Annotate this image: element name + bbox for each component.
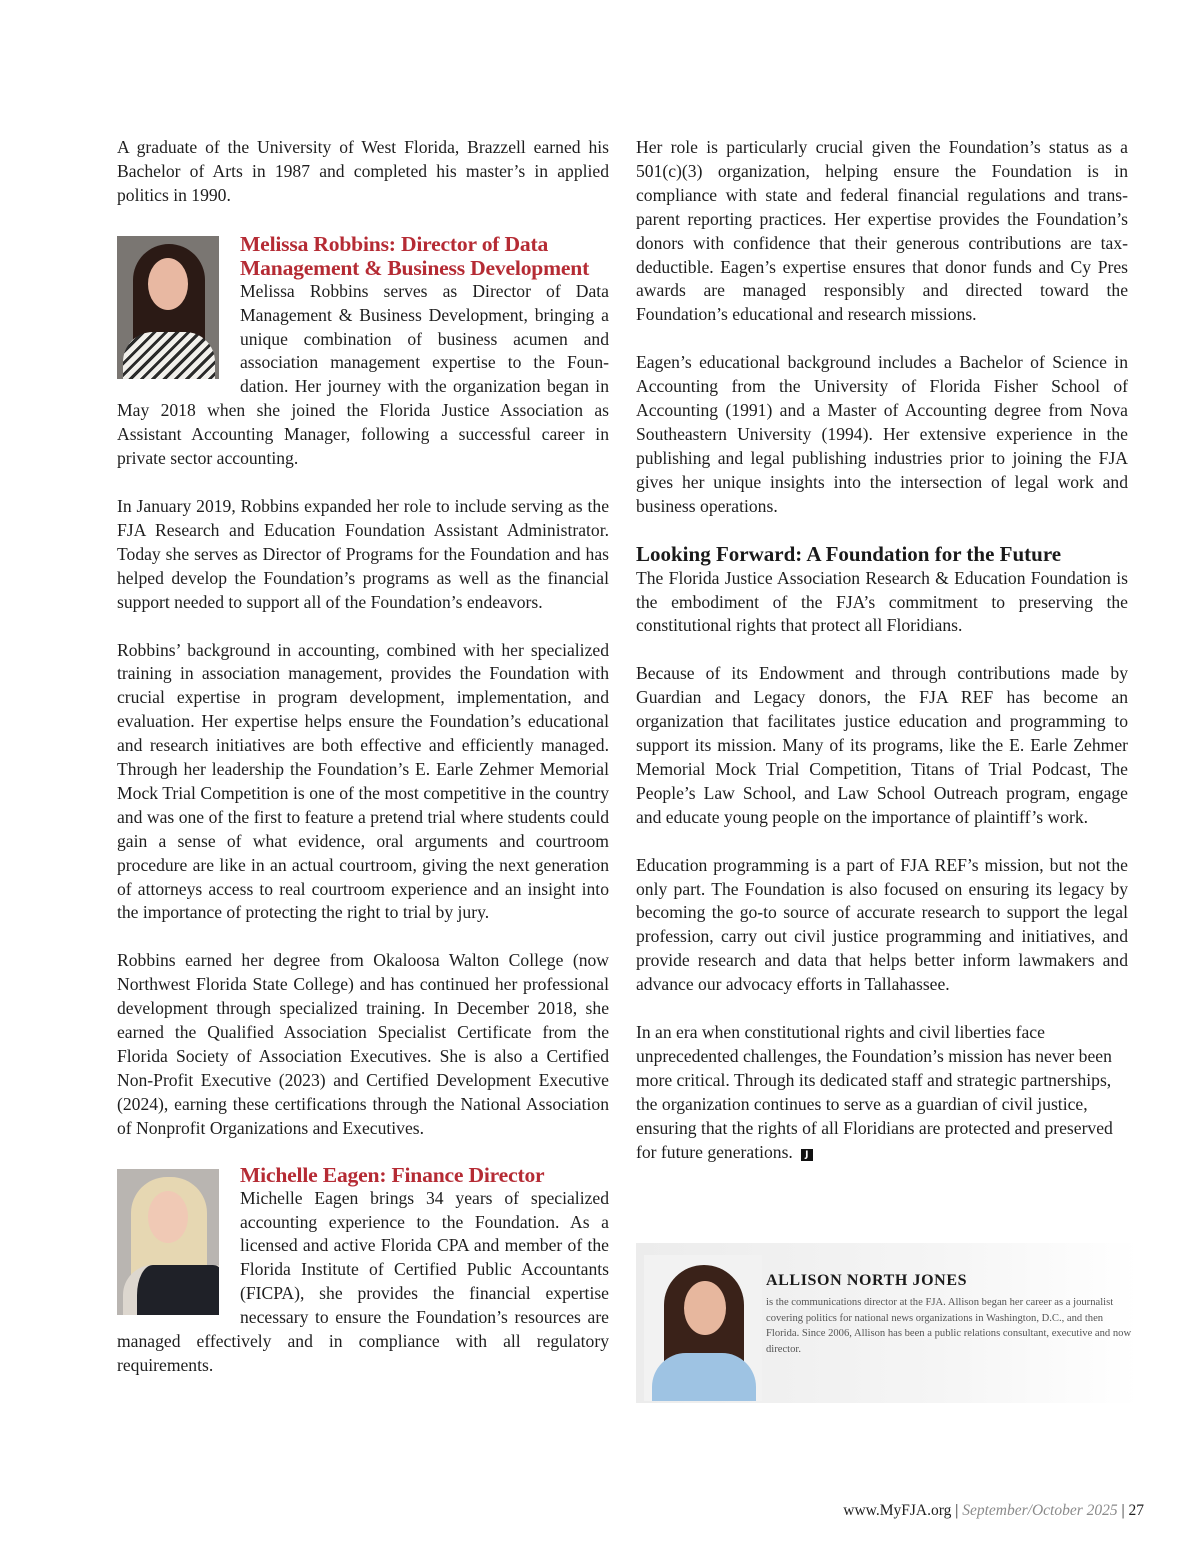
footer-site-link[interactable]: www.MyFJA.org xyxy=(843,1502,952,1519)
right-paragraph-3: The Florida Justice Association Research & Education Foundation is the embodiment of the FJA’s commitment to preserving the constitutional rights that protect all Floridians. xyxy=(636,567,1128,636)
robbins-paragraph-3: Robbins’ background in accounting, combined with her specialized training in association management, provides the Foundation with crucial expertise in program development, implementation, and evaluation. Her expertise helps ensure the Foundation’s educational and research initiatives are both effective and efficiently managed. Through her leadership the Foundation’s E. Earle Zehmer Memorial Mock Trial Competition is one of the most competitive in the country and was one of the first to feature a pretend trial where students could gain a sense of what evidence, oral arguments and courtroom procedure are like in an actual courtroom, giving the next generation of attorneys access to real courtroom experience and an insight into the importance of protecting the right to trial by jury. xyxy=(117,639,609,923)
author-name: ALLISON NORTH JONES xyxy=(766,1272,968,1289)
right-paragraph-4: Because of its Endowment and through contributions made by Guardian and Legacy donors, the FJA REF has become an organization that facilitates justice education and programming to support its mission. Many of its programs, like the E. Earle Zehmer Memorial Mock Trial Competition, Titans of Trial Podcast, The People’s Law School, and Law School Outreach program, engage and educate young people on the importance of plaintiff’s work. xyxy=(636,663,1128,827)
end-of-article-icon: J xyxy=(801,1149,813,1161)
footer-issue: September/October 2025 xyxy=(962,1502,1118,1519)
author-bio-box xyxy=(636,1243,1139,1403)
page-footer xyxy=(843,1502,1144,1520)
footer-separator: | xyxy=(1121,1502,1125,1519)
author-bio-text: is the communications director at the FJA. Allison began her career as a journalist covering politics for national news organizations in Washington, D.C., and then Florida. Since 2006, Allison has been a public relations consultant, executive and now director. xyxy=(766,1297,1132,1355)
right-paragraph-1: Her role is particularly crucial given the Foundation’s status as a 501(c)(3) organization, helping ensure the Foundation is in compliance with state and federal financial regulations and transparent reporting practices. Her expertise provides the Foundation’s donors with confidence that their generous contributions are tax-deductible. Eagen’s expertise ensures that donor funds and Cy Pres awards are managed responsibly and directed toward the Foundation’s educational and research missions. xyxy=(636,137,1128,325)
eagen-heading: Michelle Eagen: Finance Director xyxy=(240,1162,545,1187)
robbins-heading-line1: Melissa Robbins: Director of Data xyxy=(240,231,549,256)
page-number: 27 xyxy=(1128,1502,1144,1519)
eagen-paragraph-1: Michelle Eagen brings 34 years of specialized accounting experience to the Foundation. As a licensed and active Florida CPA and member of the Florida Institute of Certified Public Accountants (FICPA), she provides the financial expertise necessary to ensure the Foundation’s resources are managed effectively and in compliance with all regulatory requirements. xyxy=(117,1187,609,1375)
robbins-paragraph-4: Robbins earned her degree from Okaloosa Walton College (now Northwest Florida State College) and has continued her professional development through specialized training. In December 2018, she earned the Qualified Association Specialist Certificate from the Florida Society of Association Executives. She is also a Certified Non-Profit Executive (2023) and Certified Development Executive (2024), earning these certifications through the National Association of Nonprofit Organizations and Executives. xyxy=(117,950,609,1138)
left-column xyxy=(117,136,609,1378)
right-paragraph-6 xyxy=(636,1021,1128,1164)
eagen-photo xyxy=(117,1169,219,1315)
footer-separator: | xyxy=(955,1502,959,1519)
robbins-heading-line2: Management & Business Development xyxy=(240,255,590,280)
robbins-paragraph-2: In January 2019, Robbins expanded her role to include serving as the FJA Research and Education Foundation Assistant Administrator. Today she serves as Director of Programs for the Foundation and has helped develop the Foundation’s programs as well as the financial support needed to support all of the Foundation’s endeavors. xyxy=(117,495,609,612)
right-column xyxy=(636,136,1128,1165)
closing-text: In an era when constitutional rights and civil liberties face unprecedented challenges, the Foundation’s mission has never been more critical. Through its dedicated staff and strategic partnerships, the organization continues to serve as a guardian of civil justice, ensuring that the rights of all Floridians are protected and preserved for future generations. xyxy=(636,1022,1113,1162)
right-paragraph-2: Eagen’s educational background includes a Bachelor of Science in Accounting from the University of Florida Fisher School of Accounting (1991) and a Master of Accounting degree from Nova Southeastern University (1994). Her extensive experience in the publishing and legal publishing industries prior to joining the FJA gives her unique insights into the intersection of legal work and business operations. xyxy=(636,352,1128,516)
robbins-photo xyxy=(117,236,219,379)
robbins-paragraph-1: Melissa Robbins serves as Director of Data Management & Business Development, bringing a unique combination of business acumen and association management expertise to the Foundation. Her journey with the organization began in May 2018 when she joined the Florida Justice Association as Assistant Accounting Manager, following a successful career in private sector accounting. xyxy=(117,280,609,469)
looking-forward-heading: Looking Forward: A Foundation for the Future xyxy=(636,541,1062,566)
right-paragraph-5: Education programming is a part of FJA REF’s mission, but not the only part. The Foundation is also focused on ensuring its legacy by becoming the go-to source of accurate research to support the legal profession, carry out civil justice programming and initiatives, and provide research and data that helps better inform lawmakers and advance our advocacy efforts in Tallahassee. xyxy=(636,854,1128,995)
author-photo xyxy=(644,1255,762,1401)
intro-paragraph: A graduate of the University of West Florida, Brazzell earned his Bachelor of Arts in 1987 and completed his master’s in applied politics in 1990. xyxy=(117,137,609,205)
